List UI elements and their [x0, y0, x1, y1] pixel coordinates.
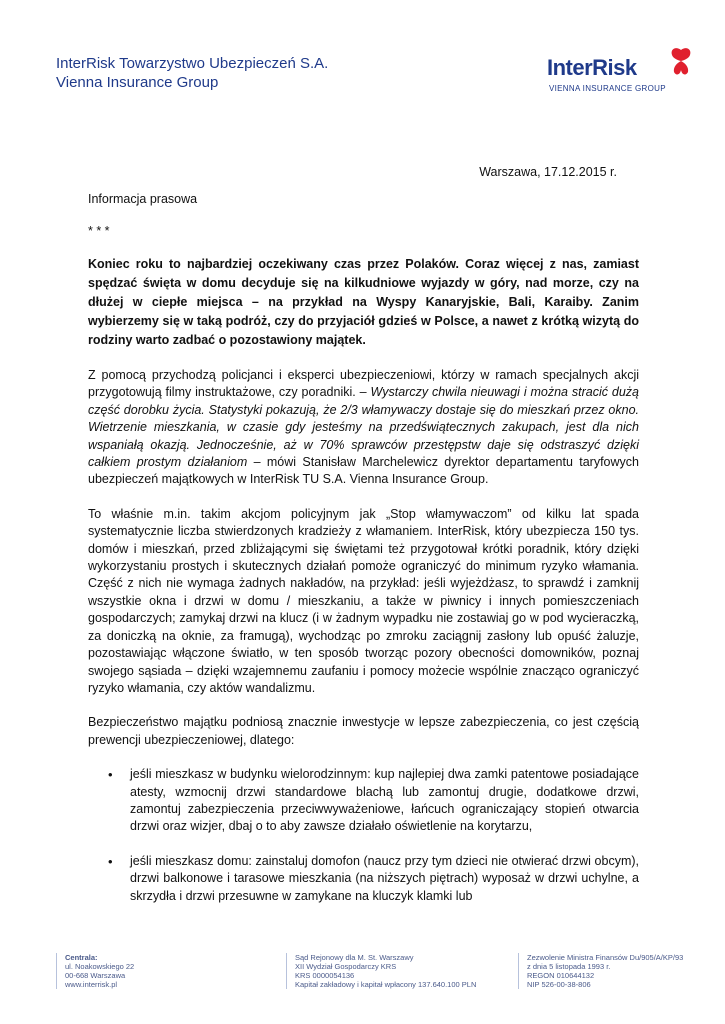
- list-item: • jeśli mieszkasz domu: zainstaluj domofon (naucz przy tym dzieci nie otwierać drzwi obcym), drzwi balkonowe i tarasowe mieszkania (na niższych piętrach) wyposaż w drzwi uchylne, a skrzydła i drzwi przesuwne w zamykane na kluczyk klamki lub: [88, 853, 639, 905]
- footer-line: ul. Noakowskiego 22: [65, 962, 135, 971]
- footer-line: Sąd Rejonowy dla M. St. Warszawy: [295, 953, 414, 962]
- logo-subtitle: VIENNA INSURANCE GROUP: [549, 84, 666, 93]
- footer-line: KRS 0000054136: [295, 971, 355, 980]
- footer-registration: [286, 953, 476, 989]
- footer-line: 00-668 Warszawa: [65, 971, 126, 980]
- footer-line: Kapitał zakładowy i kapitał wpłacony 137.640.100 PLN: [295, 980, 477, 989]
- logo-wordmark: InterRisk: [547, 55, 637, 80]
- paragraph-1-intro: Z pomocą przychodzą policjanci i eksperci ubezpieczeniowi, którzy w ramach specjalnych akcji przygotowują filmy instruktażowe, czy poradniki. –: [88, 368, 639, 400]
- footer-line: z dnia 5 listopada 1993 r.: [527, 962, 611, 971]
- paragraph-1-quote: Wystarczy chwila nieuwagi i można stracić dużą część dorobku życia. Statystyki pokazują, że 2/3 włamywaczy dostaje się do mieszkań przez okno. Wietrzenie mieszkania, w czasie gdy jesteśmy na przedświątecznych zakupach, jest dla nich wspaniałą okazją. Jednocześnie, aż w 70% sprawców przestępstw daje się odstraszyć dzięki całkiem prostym działaniom: [88, 385, 639, 470]
- footer-line: Centrala:: [65, 953, 98, 962]
- flower-logo-icon: [667, 46, 695, 80]
- footer-line: Zezwolenie Ministra Finansów Du/905/A/KP/93: [527, 953, 684, 962]
- paragraph-3: Bezpieczeństwo majątku podniosą znacznie inwestycje w lepsze zabezpieczenia, co jest częścią prewencji ubezpieczeniowej, dlatego:: [88, 715, 639, 747]
- group-name: Vienna Insurance Group: [56, 74, 219, 91]
- paragraph-1: [88, 367, 639, 489]
- footer-line: REGON 010644132: [527, 971, 595, 980]
- document-date: Warszawa, 17.12.2015 r.: [479, 165, 617, 179]
- separator: * * *: [88, 224, 110, 238]
- footer-permits: [518, 953, 683, 989]
- tips-list: [88, 766, 639, 905]
- footer-line: NIP 526-00-38-806: [527, 980, 591, 989]
- paragraph-1-attribution: – mówi Stanisław Marchelewicz dyrektor departamentu taryfowych ubezpieczeń majątkowych w InterRisk TU S.A. Vienna Insurance Group.: [88, 455, 639, 487]
- footer-website-link[interactable]: www.interrisk.pl: [65, 980, 118, 989]
- paragraph-2: To właśnie m.in. takim akcjom policyjnym jak „Stop włamywaczom” od kilku lat spada systematycznie liczba stwierdzonych kradzieży z włamaniem. InterRisk, który ubezpiecza 150 tys. domów i mieszkań, przed zbliżającymi się świętami też przygotował krótki poradnik, który dzięki wykorzystaniu prostych i skutecznych działań pomoże ograniczyć do minimum ryzyko włamania. Część z nich nie wymaga żadnych nakładów, na przykład: jeśli wyjeżdżasz, to sprawdź i zamknij wszystkie okna i drzwi w domu / mieszkaniu, a także w piwnicy i innych pomieszczeniach gospodarczych; zamykaj drzwi na klucz (i w żadnym wypadku nie zostawiaj go w pod wycieraczką, za doniczką na oknie, za framugą), wychodząc po zmroku zaciągnij zasłony lub opuść żaluzje, pozostawiając włączone światło, w ten sposób tworząc pozory obecności domowników, poznaj swojego sąsiada – dzięki wzajemnemu zaufaniu i pomocy możecie wspólnie znacząco ograniczyć ryzyko włamania, czy aktów wandalizmu.: [88, 506, 639, 695]
- list-item: • jeśli mieszkasz w budynku wielorodzinnym: kup najlepiej dwa zamki patentowe posiadające atesty, wzmocnij drzwi standardowe blachą lub zamontuj drugie, dodatkowe drzwi, zamontuj zabezpieczenia przeciwwyważeniowe, łańcuch ograniczający stopień otwarcia drzwi oraz wizjer, dbaj o to aby zawsze działało oświetlenie na korytarzu,: [88, 766, 639, 836]
- company-header: [56, 54, 328, 92]
- footer-line: XII Wydział Gospodarczy KRS: [295, 962, 397, 971]
- lead-paragraph: Koniec roku to najbardziej oczekiwany czas przez Polaków. Coraz więcej z nas, zamiast spędzać święta w domu decyduje się na kilkudniowe wyjazdy w góry, nad morze, czy na dłużej w ciepłe miejsca – na przykład na Wyspy Kanaryjskie, Bali, Karaiby. Zanim wybierzemy się w taką podróż, czy do przyjaciół gdzieś w Polsce, a nawet z krótką wizytą do rodziny warto zadbać o pozostawiony majątek.: [88, 257, 639, 347]
- document-label: Informacja prasowa: [88, 192, 198, 206]
- footer-address: [56, 953, 134, 989]
- interrisk-logo: [547, 46, 695, 96]
- document-body: [88, 191, 639, 922]
- company-name: InterRisk Towarzystwo Ubezpieczeń S.A.: [56, 55, 329, 72]
